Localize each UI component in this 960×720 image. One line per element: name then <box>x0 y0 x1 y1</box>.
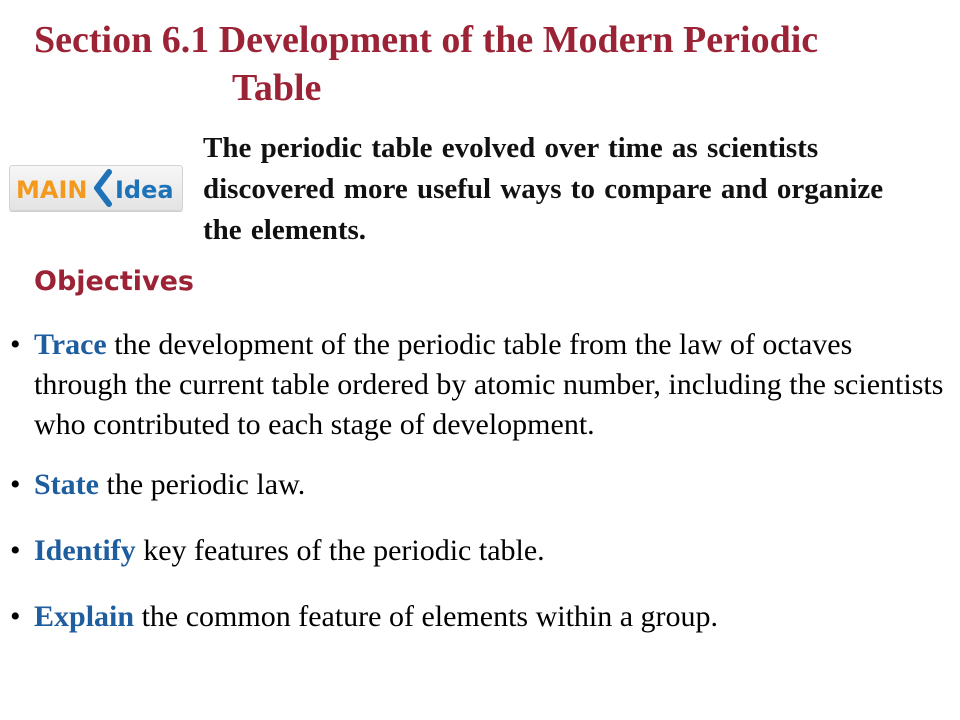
objective-verb: Identify <box>34 534 136 567</box>
main-idea-logo <box>9 165 183 211</box>
bullet-icon: • <box>10 600 21 633</box>
objective-text: the common feature of elements within a group. <box>141 600 719 633</box>
objective-text: key features of the periodic table. <box>143 534 545 567</box>
main-idea-logo-graphic <box>10 166 182 210</box>
bullet-icon: • <box>10 468 21 501</box>
objective-text: the periodic law. <box>106 468 306 501</box>
objectives-heading: Objectives <box>34 266 194 297</box>
objective-verb: Trace <box>34 328 107 361</box>
objective-item-identify <box>10 531 950 571</box>
bullet-icon: • <box>10 328 21 361</box>
page-title-line1: Section 6.1 Development of the Modern Periodic <box>34 19 819 61</box>
objective-item-explain <box>10 597 950 637</box>
main-idea-statement: The periodic table evolved over time as scientists discovered more useful ways to compare and organize the elements. <box>203 132 884 246</box>
objective-text: the development of the periodic table from the law of octaves through the current table ordered by atomic number, including the scientists who contributed to each stage of development. <box>34 328 944 441</box>
objective-item-trace <box>10 325 950 445</box>
objectives-list <box>10 325 950 663</box>
page-title-line2: Table <box>232 67 322 109</box>
chevron-left-icon <box>97 172 109 204</box>
logo-word-main: MAIN <box>16 176 88 204</box>
objective-item-state <box>10 465 950 505</box>
objective-verb: Explain <box>34 600 135 633</box>
objective-verb: State <box>34 468 99 501</box>
bullet-icon: • <box>10 534 21 567</box>
logo-word-idea: Idea <box>115 176 174 204</box>
page-title <box>34 16 934 112</box>
